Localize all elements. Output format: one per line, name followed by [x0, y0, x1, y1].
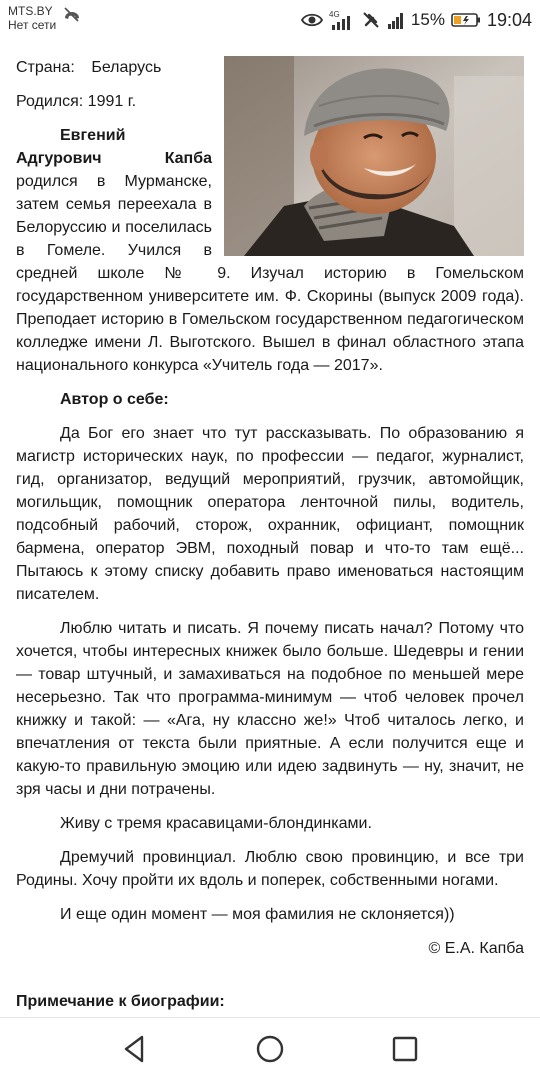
- no-calls-icon: [62, 6, 82, 24]
- country-value: Беларусь: [91, 59, 162, 76]
- about-paragraph: Люблю читать и писать. Я почему писать начал? Потому что хочется, чтобы интересных книжек было больше. Шедевры и гении — товар штучный, и замахиваться на подобное по меньшей мере несерьезно. Так что программа-минимум — чтоб человек прочел книжку и такой: — «Ага, ну классно же!» Чтоб читалось легко, и впечатления от текста были приятные. А если получится еще и какую-то правильную эмоцию или идею задвинуть — ну, значит, не зря часы и дни потрачены.: [16, 620, 524, 798]
- note-heading: Примечание к биографии:: [16, 993, 225, 1010]
- signal-icon: [387, 10, 405, 30]
- about-paragraph: Живу с тремя красавицами-блондинками.: [60, 815, 372, 832]
- navigation-bar: [0, 1018, 540, 1080]
- born-line: Родился: 1991 г.: [16, 93, 137, 110]
- recent-apps-icon[interactable]: [388, 1032, 422, 1066]
- country-label: Страна:: [16, 59, 75, 76]
- carrier-name: MTS.BY: [8, 4, 53, 18]
- author-photo: [224, 56, 524, 256]
- signal-4g-icon: [329, 9, 355, 31]
- battery-percent: 15%: [410, 10, 445, 29]
- about-paragraph: И еще один момент — моя фамилия не склоняется)): [60, 906, 455, 923]
- bio-text: родился в Мурманске, затем семья переехала в Белоруссию и поселилась в Гомеле. Учился в средней школе № 9. Изучал историю в Гомельском государственном университете им. Ф. Скорины (выпуск 2009 года). Преподает историю в Гомельском государственном педагогическом колледже имени Л. Выготского. Вышел в финал областного этапа национального конкурса «Учитель года — 2017».: [16, 173, 524, 374]
- signal-tag-text: 4G: [328, 10, 340, 19]
- carrier-info: [8, 4, 56, 32]
- article: [16, 56, 524, 1016]
- about-heading: Автор о себе:: [60, 391, 169, 408]
- clock: 19:04: [486, 9, 532, 30]
- battery-icon: [451, 12, 481, 28]
- status-bar: [0, 0, 540, 40]
- home-icon[interactable]: [253, 1032, 287, 1066]
- no-sim-icon: [361, 10, 381, 30]
- network-state: Нет сети: [8, 18, 57, 32]
- signature: © Е.А. Капба: [428, 940, 524, 957]
- about-paragraph: Да Бог его знает что тут рассказывать. По образованию я магистр исторических наук, по профессии — педагог, журналист, гид, организатор, ведущий мероприятий, грузчик, автомойщик, могильщик, помощник оператора ленточной пилы, водитель, подсобный рабочий, сторож, охранник, официант, помощник бармена, оператор ЭВМ, походный повар и что-то там ещё... Пытаюсь к этому списку добавить право именоваться настоящим писателем.: [16, 425, 524, 603]
- about-paragraph: Дремучий провинциал. Люблю свою провинцию, и все три Родины. Хочу пройти их вдоль и поперек, собственными ногами.: [16, 849, 524, 889]
- status-icons: [301, 0, 532, 40]
- eye-icon: [301, 12, 323, 28]
- back-icon[interactable]: [118, 1032, 152, 1066]
- author-name: Евгений Адгурович Капба: [16, 127, 212, 167]
